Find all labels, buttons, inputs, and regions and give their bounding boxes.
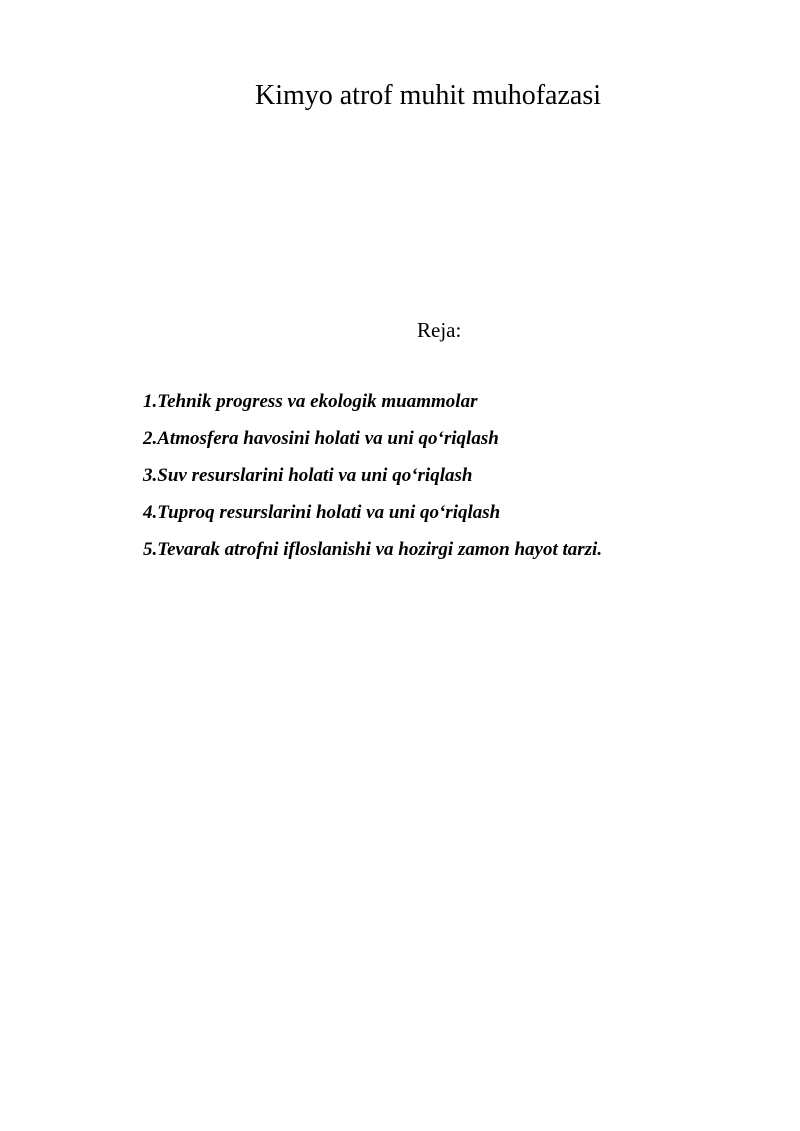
- plan-heading: Reja:: [417, 318, 462, 342]
- plan-item: 2.Atmosfera havosini holati va uni qo‘riqlash: [143, 428, 499, 449]
- document-title: Kimyo atrof muhit muhofazasi: [254, 80, 602, 111]
- plan-list: [143, 390, 602, 575]
- plan-item: 5.Tevarak atrofni ifloslanishi va hozirgi zamon hayot tarzi.: [143, 539, 603, 560]
- plan-item: 4.Tuproq resurslarini holati va uni qo‘riqlash: [143, 502, 501, 523]
- plan-item: 3.Suv resurslarini holati va uni qo‘riqlash: [143, 465, 473, 486]
- plan-item: 1.Tehnik progress va ekologik muammolar: [143, 391, 478, 412]
